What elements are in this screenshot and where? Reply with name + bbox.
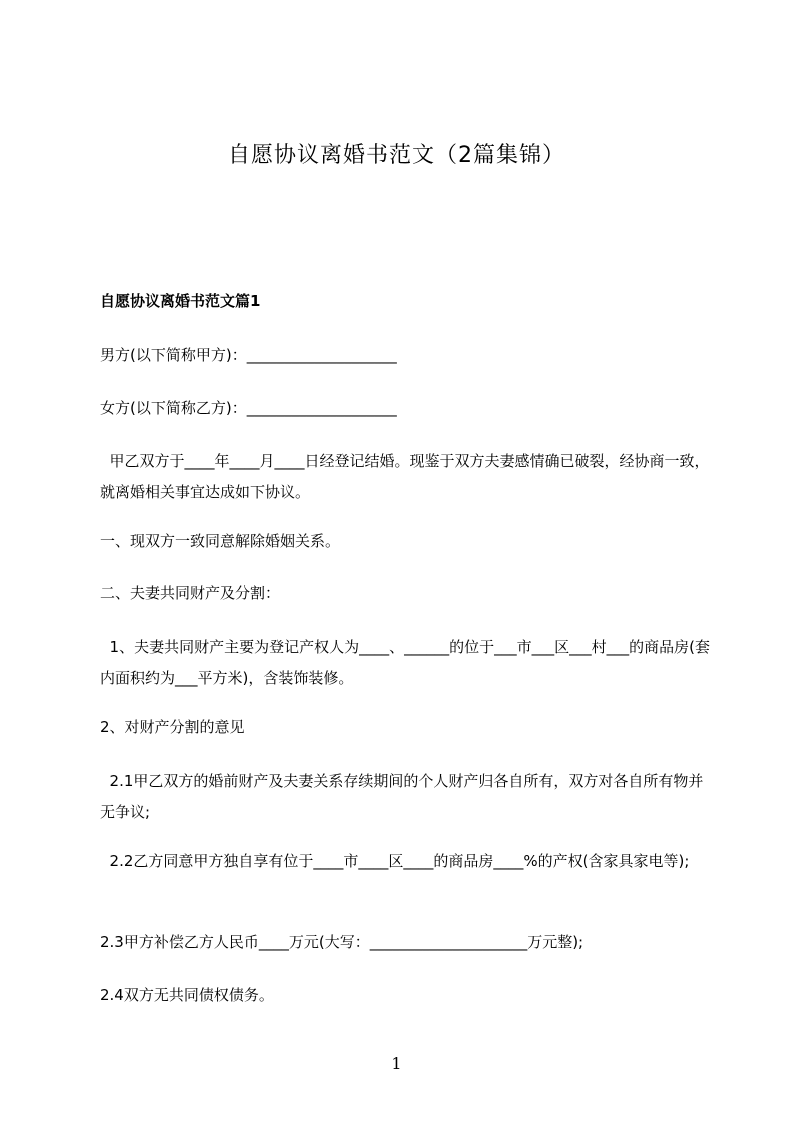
paragraph-clause-two: 二、夫妻共同财产及分割： bbox=[100, 584, 281, 602]
paragraph-property-2-3: 2.3甲方补偿乙方人民币____万元(大写：_____________________万元整); bbox=[100, 933, 584, 951]
paragraph-marriage-registration: 甲乙双方于____年____月____日经登记结婚。现鉴于双方夫妻感情确已破裂，经协商一致，就离婚相关事宜达成如下协议。 bbox=[100, 452, 710, 501]
paragraph-wife: 女方(以下简称乙方)：____________________ bbox=[100, 399, 397, 417]
paragraph-property-1: 1、夫妻共同财产主要为登记产权人为____、______的位于___市___区___村___的商品房(套内面积约为___平方米)，含装饰装修。 bbox=[100, 638, 710, 687]
document-title: 自愿协议离婚书范文（2篇集锦） bbox=[228, 143, 565, 168]
paragraph-property-2: 2、对财产分割的意见 bbox=[100, 718, 245, 736]
paragraph-property-2-2: 2.2乙方同意甲方独自享有位于____市____区____的商品房____%的产权(含家具家电等); bbox=[100, 852, 690, 870]
paragraph-husband: 男方(以下简称甲方)：____________________ bbox=[100, 346, 397, 364]
paragraph-property-2-1: 2.1甲乙双方的婚前财产及夫妻关系存续期间的个人财产归各自所有，双方对各自所有物并无争议; bbox=[100, 772, 704, 821]
paragraph-clause-one: 一、现双方一致同意解除婚姻关系。 bbox=[100, 532, 341, 550]
page-number: 1 bbox=[391, 1054, 402, 1073]
section-heading: 自愿协议离婚书范文篇1 bbox=[100, 292, 261, 310]
paragraph-property-2-4: 2.4双方无共同债权债务。 bbox=[100, 986, 274, 1004]
